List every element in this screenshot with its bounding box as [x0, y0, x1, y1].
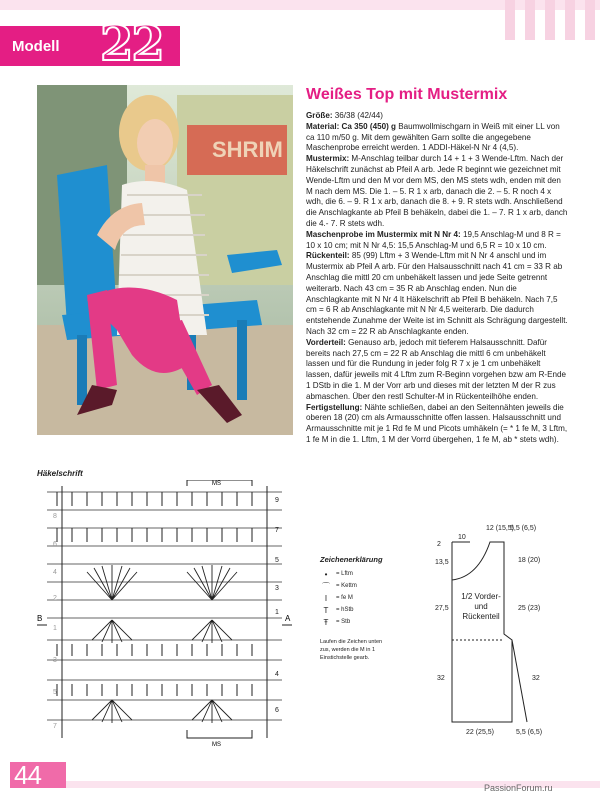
decor-stripe	[545, 0, 555, 40]
decor-stripe	[505, 0, 515, 40]
paragraph-material: Material: Ca 350 (450) g Baumwollmischgarn in Weiß mit einer LL von ca 110 m/50 g. Mit dem gewählten Garn sollte die angegebene Maschenprobe erreicht werden. 1 ADDI-Häkel-N Nr 4 (4,5).	[306, 121, 560, 153]
single-crochet-symbol-icon: I	[324, 593, 328, 603]
crochet-chart	[37, 480, 292, 750]
decor-stripe	[525, 0, 535, 40]
dim-label: 32	[437, 675, 445, 682]
dim-label: 12 (15,5)	[486, 525, 515, 532]
dim-label: 32	[532, 675, 540, 682]
decor-stripe	[585, 0, 595, 40]
arrow-b-label: B	[37, 614, 43, 623]
model-label: Modell	[12, 38, 60, 55]
legend-item	[320, 580, 400, 592]
legend-text: = hStb	[336, 607, 354, 613]
schematic-label: 1/2 Vorder- und Rückenteil	[461, 592, 501, 621]
half-double-symbol-icon: T	[323, 605, 329, 615]
dim-label: 25 (23)	[518, 605, 541, 612]
legend-item	[320, 616, 400, 628]
repeat-label-bottom: MS	[212, 742, 221, 748]
dim-label: 5,5 (6,5)	[516, 729, 543, 736]
row-number: 7	[53, 723, 57, 730]
dim-label: 27,5	[435, 605, 449, 612]
legend-item	[320, 568, 400, 580]
page-number: 44	[14, 760, 41, 790]
article-body	[306, 111, 568, 446]
arrow-a-label: A	[285, 614, 291, 623]
row-number: 1	[275, 609, 279, 616]
row-number: 7	[275, 527, 279, 534]
legend-note: Laufen die Zeichen unten zus, werden die M in 1 Einstichstelle gearb.	[320, 639, 383, 661]
paragraph-pattern: Mustermix: M-Anschlag teilbar durch 14 + 1 + 3 Wende-Lftm. Nach der Häkelschrift zunächst ab Pfeil A arb. Jede R beginnt wie gezeichnet mit Wende-Lftm und den M vor dem MS, den MS stets wdh, enden mit den M nach dem MS. Die 1. – 5. R 1 x arb, danach die 2. – 5. R noch 4 x wdh, die 6. – 9. R 1 x arb, danach die 8. + 9. R stets wdh. Anschließend die Anschlagkante ab Pfeil B behäkeln, dabei die 1. – 7. R 1 x arb, danch die 4.- 7. R stets wdh.	[306, 154, 568, 228]
row-number: 5	[275, 557, 279, 564]
dim-label: 22 (25,5)	[466, 729, 495, 736]
legend-title: Zeichenerklärung	[320, 555, 383, 564]
woman-in-crochet-top-photo	[37, 85, 293, 435]
slip-stitch-symbol-icon: ⌒	[322, 581, 330, 591]
dim-label: 2	[437, 541, 441, 548]
repeat-label-top: MS	[212, 481, 221, 487]
dim-label: 18 (20)	[518, 557, 541, 564]
row-number: 4	[275, 671, 279, 678]
paragraph-front: Vorderteil: Genauso arb, jedoch mit tieferem Halsausschnitt. Dafür bereits nach 27,5 cm = 22 R ab Anschlag die mittl 6 cm unbehäkelt lassen und für die Rundung in jeder folg R 7 x je 1 cm unbehäkelt lassen, dafür jeweils mit 4 Lftm zum R-Beginn vorgehen bzw am R-Ende 1 DStb in die 1. M der Vorr arb und dieses mit der letzten M der R zus abmaschen. Über den restl Schulter-M in Rückenteilhöhe enden.	[306, 337, 567, 401]
paragraph-size: Größe: 36/38 (42/44)	[306, 111, 383, 120]
row-number: 6	[53, 541, 57, 548]
double-crochet-symbol-icon: Ŧ	[323, 617, 329, 627]
legend-item	[320, 604, 400, 616]
diagram-title: Häkelschrift	[37, 469, 83, 478]
row-number: 4	[53, 569, 57, 576]
legend-text: = Kettm	[336, 583, 357, 589]
row-number: 3	[53, 657, 57, 664]
paragraph-finishing: Fertigstellung: Nähte schließen, dabei an den Seitennähten jeweils die oberen 18 (20) cm als Armausschnitte offen lassen. Halsausschnitt und Armausschnitte mit je 1 Rd fe M und Picots umhäkeln (= * 1 fe M, 3 Lftm, 1 fe M in die 1. Lftm, 1 M der Vorrd übergehen, 1 fe M, ab * stets wdh).	[306, 402, 568, 444]
chain-stitch-symbol-icon: •	[324, 569, 328, 579]
watermark: PassionForum.ru	[484, 783, 553, 793]
paragraph-back: Rückenteil: 85 (99) Lftm + 3 Wende-Lftm mit N Nr 4 anschl und im Mustermix ab Pfeil A arb. Für den Halsausschnitt nach 41 cm = 33 R ab Anschlag die mittl 20 cm unbehäkelt lassen und jede Seite getrennt weiterarb. Nach 43 cm = 35 R ab Anschlag enden. Nun die Anschlagkante mit N Nr 4 lt Häkelschrift ab Pfeil B behäkeln. Nach 7,5 cm = 6 R ab Anschlagkante mit N Nr 4,5 weiterarb. Die dadurch entstehende Zunahme der Weite ist im Schnitt als Schrägung dargestellt. Nach 32 cm = 22 R ab Anschlagkante enden.	[306, 251, 568, 336]
symbol-legend	[320, 555, 400, 662]
row-number: 8	[53, 513, 57, 520]
row-number: 1	[53, 625, 57, 632]
legend-text: = fe M	[336, 595, 353, 601]
row-number: 3	[275, 585, 279, 592]
legend-text: = Lftm	[336, 571, 353, 577]
row-number: 6	[275, 707, 279, 714]
legend-text: = Stb	[336, 619, 351, 625]
garment-schematic	[432, 522, 562, 747]
row-number: 5	[53, 689, 57, 696]
legend-item	[320, 592, 400, 604]
article-title: Weißes Top mit Mustermix	[306, 86, 508, 103]
paragraph-gauge: Maschenprobe im Mustermix mit N Nr 4: 19,5 Anschlag-M und 8 R = 10 x 10 cm; mit N Nr 4,5: 15,5 Anschlag-M und 6,5 R = 10 x 10 cm.	[306, 229, 561, 250]
dim-label: 13,5	[435, 559, 449, 566]
dim-label: 10	[458, 534, 466, 541]
dim-label: 5,5 (6,5)	[510, 525, 537, 532]
svg-text:SHRIM: SHRIM	[212, 137, 283, 162]
decor-stripe	[565, 0, 575, 40]
model-number: 22	[100, 16, 163, 72]
row-number: 9	[275, 497, 279, 504]
row-number: 2	[53, 595, 57, 602]
